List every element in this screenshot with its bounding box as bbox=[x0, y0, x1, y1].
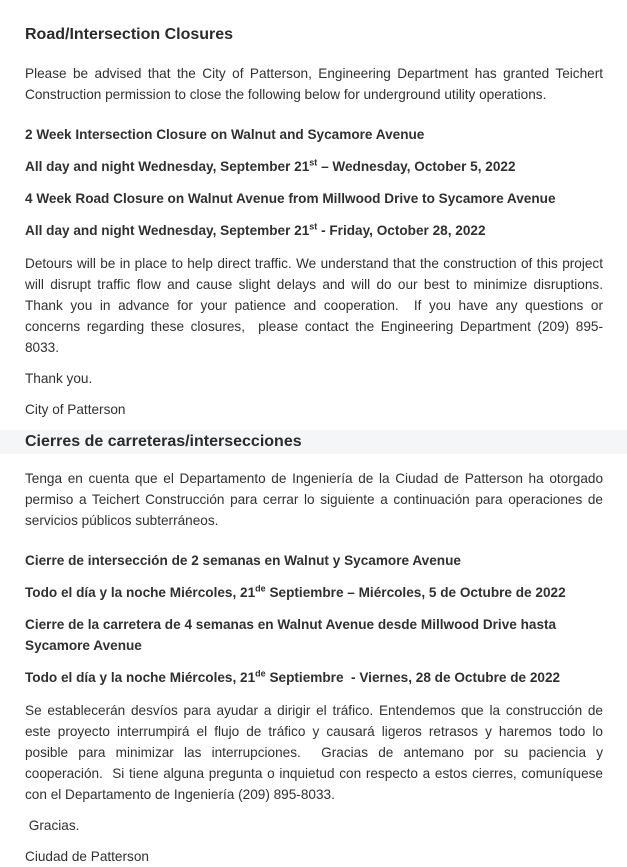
english-thanks: Thank you. bbox=[25, 371, 93, 386]
date-text: All day and night Wednesday, September 21 bbox=[25, 223, 310, 238]
spanish-section-header-bar bbox=[0, 430, 627, 454]
date-text: Septiembre – Miércoles, 5 de Octubre de 2022 bbox=[265, 585, 566, 600]
date-text: – Wednesday, October 5, 2022 bbox=[317, 159, 516, 174]
english-closure-2-dates bbox=[25, 220, 603, 241]
ordinal-superscript: st bbox=[309, 221, 318, 232]
spanish-closure-1-heading: Cierre de intersección de 2 semanas en Walnut y Sycamore Avenue bbox=[25, 553, 461, 568]
ordinal-superscript: de bbox=[255, 583, 266, 594]
spanish-intro-paragraph: Tenga en cuenta que el Departamento de Ingeniería de la Ciudad de Patterson ha otorgado permiso a Teichert Construcción para cerrar lo siguiente a continuación para operaciones de servicios públicos subterráneos. bbox=[25, 471, 603, 528]
spacer bbox=[25, 114, 603, 124]
spanish-thanks: Gracias. bbox=[25, 818, 80, 833]
spanish-closure-2-heading: Cierre de la carretera de 4 semanas en Walnut Avenue desde Millwood Drive hasta Sycamore Avenue bbox=[25, 617, 557, 653]
spanish-detours-paragraph: Se establecerán desvíos para ayudar a dirigir el tráfico. Entendemos que la construcción de este proyecto interrumpirá el flujo de tráfico y causará ligeros retrasos y haremos todo lo posible para minimizar las interrupciones. Gracias de antemano por su paciencia y cooperación. Si tiene alguna pregunta o inquietud con respecto a estos cierres, comuníquese con el Departamento de Ingeniería (209) 895-8033. bbox=[25, 703, 603, 802]
spanish-title: Cierres de carreteras/intersecciones bbox=[25, 433, 302, 450]
english-intro-paragraph: Please be advised that the City of Patterson, Engineering Department has granted Teichert Construction permission to close the following below for underground utility operations. bbox=[25, 66, 603, 102]
spanish-closure-1-dates bbox=[25, 582, 603, 603]
date-text: - Friday, October 28, 2022 bbox=[317, 223, 486, 238]
english-closure-1-dates bbox=[25, 156, 603, 177]
english-signature: City of Patterson bbox=[25, 402, 126, 417]
date-text: All day and night Wednesday, September 21 bbox=[25, 159, 310, 174]
english-title: Road/Intersection Closures bbox=[25, 26, 234, 43]
english-closure-2-heading: 4 Week Road Closure on Walnut Avenue from Millwood Drive to Sycamore Avenue bbox=[25, 191, 556, 206]
date-text: Septiembre - Viernes, 28 de Octubre de 2022 bbox=[265, 670, 561, 685]
english-closure-1-heading: 2 Week Intersection Closure on Walnut and Sycamore Avenue bbox=[25, 127, 425, 142]
date-text: Todo el día y la noche Miércoles, 21 bbox=[25, 585, 256, 600]
english-section bbox=[0, 25, 627, 420]
ordinal-superscript: de bbox=[255, 668, 266, 679]
spanish-signature: Ciudad de Patterson bbox=[25, 849, 149, 864]
ordinal-superscript: st bbox=[309, 157, 318, 168]
date-text: Todo el día y la noche Miércoles, 21 bbox=[25, 670, 256, 685]
spacer bbox=[25, 540, 603, 550]
spanish-section bbox=[0, 468, 627, 867]
spanish-closure-2-dates bbox=[25, 667, 603, 688]
english-detours-paragraph: Detours will be in place to help direct traffic. We understand that the construction of this project will disrupt traffic flow and cause slight delays and will do our best to minimize disruptions. Thank you in advance for your patience and cooperation. If you have any questions or concerns regarding these closures, please contact the Engineering Department (209) 895-8033. bbox=[25, 256, 603, 355]
